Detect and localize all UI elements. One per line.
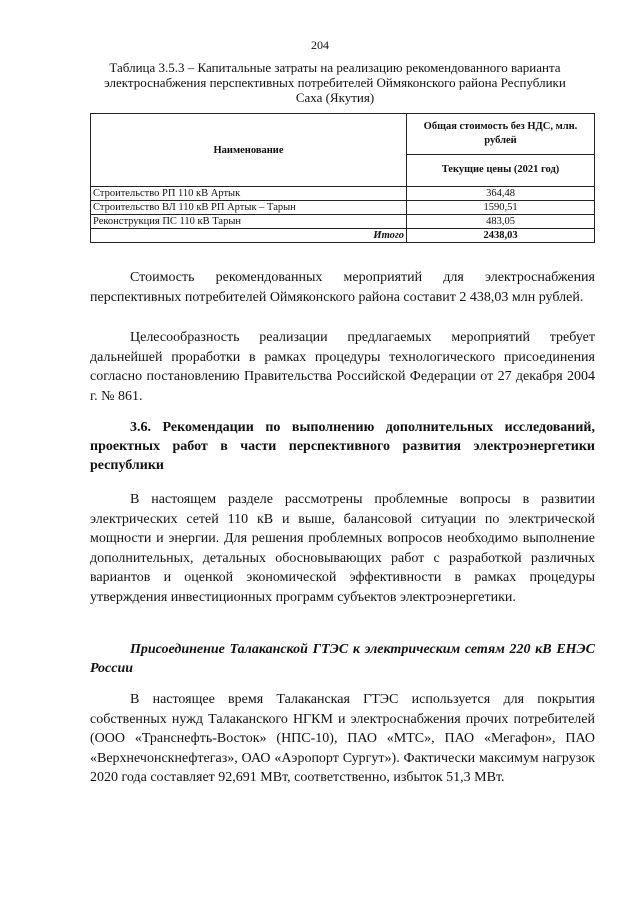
- row-name: Реконструкция ПС 110 кВ Тарын: [91, 215, 407, 229]
- table-row: [91, 215, 595, 229]
- row-value: 364,48: [407, 187, 595, 201]
- paragraph-talakan: В настоящее время Талаканская ГТЭС используется для покрытия собственных нужд Талаканского НГКМ и электроснабжения прочих потребителей (ООО «Транснефть-Восток» (НПС-10), ПАО «МТС», ПАО «Мегафон», ПАО «Верхнечонскнефтегаз», ОАО «Аэропорт Сургут»). Фактически максимум нагрузок 2020 года составляет 92,691 МВт, соответственно, избыток 51,3 МВт.: [90, 692, 595, 785]
- row-name: Строительство РП 110 кВ Артык: [91, 187, 407, 201]
- column-subheader-prices: Текущие цены (2021 год): [407, 154, 595, 186]
- row-value: 1590,51: [407, 201, 595, 215]
- total-value: 2438,03: [407, 229, 595, 243]
- page-number: 204: [311, 38, 329, 52]
- total-label: Итого: [91, 229, 407, 243]
- paragraph-feasibility: Целесообразность реализации предлагаемых мероприятий требует дальнейшей проработки в рамках процедуры технологического присоединения согласно постановлению Правительства Российской Федерации от 27 декабря 2004 г. № 861.: [90, 330, 595, 404]
- paragraph-cost-summary: Стоимость рекомендованных мероприятий для электроснабжения перспективных потребителей Оймяконского района составит 2 438,03 млн рублей.: [90, 270, 595, 305]
- subsection-heading: Присоединение Талаканской ГТЭС к электрическим сетям 220 кВ ЕНЭС России: [90, 642, 595, 676]
- cost-table: [90, 113, 595, 243]
- column-header-name: Наименование: [91, 114, 407, 187]
- table-total-row: [91, 229, 595, 243]
- section-heading: 3.6. Рекомендации по выполнению дополнительных исследований, проектных работ в части перспективного развития электроэнергетики республики: [90, 420, 595, 473]
- table-row: [91, 201, 595, 215]
- column-header-cost: Общая стоимость без НДС, млн. рублей: [407, 114, 595, 155]
- row-name: Строительство ВЛ 110 кВ РП Артык – Тарын: [91, 201, 407, 215]
- row-value: 483,05: [407, 215, 595, 229]
- table-row: [91, 187, 595, 201]
- table-caption: Таблица 3.5.3 – Капитальные затраты на реализацию рекомендованного варианта электроснабжения перспективных потребителей Оймяконского района Республики Саха (Якутия): [104, 60, 566, 105]
- paragraph-section-intro: В настоящем разделе рассмотрены проблемные вопросы в развитии электрических сетей 110 кВ и выше, балансовой ситуации по электрической мощности и энергии. Для решения проблемных вопросов необходимо выполнение дополнительных, детальных обосновывающих работ с разработкой различных вариантов и оценкой экономической эффективности в рамках процедуры утверждения инвестиционных программ субъектов электроэнергетики.: [90, 492, 595, 605]
